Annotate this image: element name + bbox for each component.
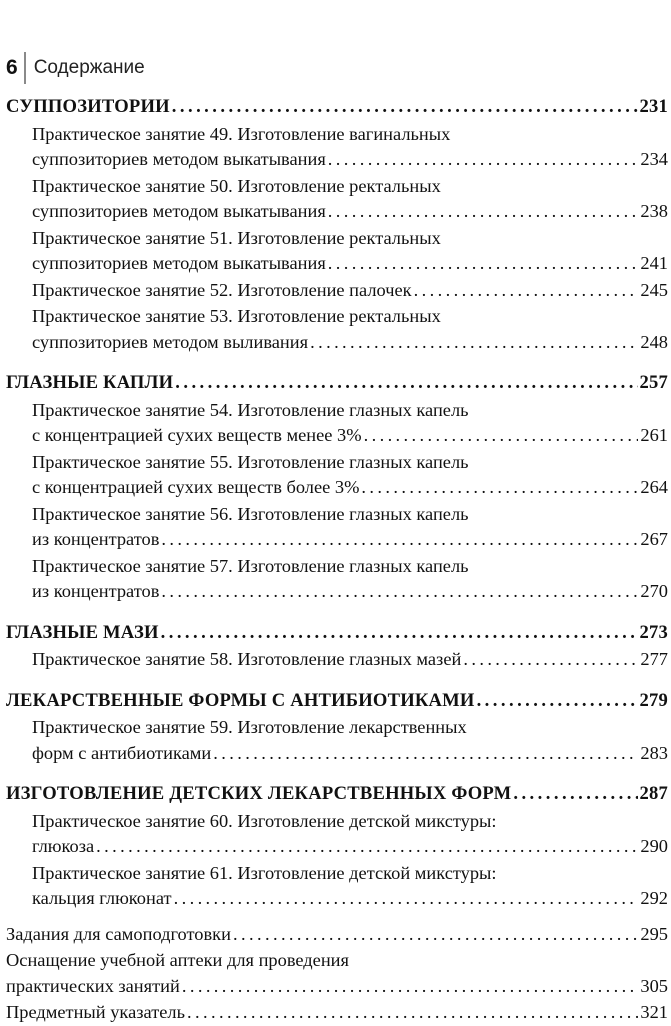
entry-title: Практическое занятие 53. Изготовление ректальных: [32, 306, 441, 326]
toc-entry[interactable]: [6, 398, 668, 449]
page-ref: 264: [640, 477, 668, 497]
dot-leader: [187, 1000, 638, 1026]
entry-title: Практическое занятие 54. Изготовление глазных капель: [32, 399, 469, 420]
toc-entry[interactable]: [6, 304, 668, 355]
entry-title: Задания для самоподготовки: [6, 923, 231, 944]
toc-entry[interactable]: [6, 226, 668, 277]
page-ref: 241: [640, 253, 668, 273]
entry-title: Предметный указатель: [6, 1002, 185, 1022]
entry-title-cont: глюкоза: [32, 836, 95, 856]
toc-entry[interactable]: [6, 1000, 668, 1026]
page-ref: 257: [639, 372, 668, 393]
entry-title: Практическое занятие 52. Изготовление палочек: [32, 279, 412, 300]
page-ref: 283: [640, 742, 668, 763]
dot-leader: [161, 620, 638, 646]
entry-title-cont: суппозиториев методом выкатывания: [32, 253, 326, 273]
page-ref: 287: [639, 783, 668, 804]
dot-leader: [182, 974, 639, 1000]
entry-title-cont: суппозиториев методом выливания: [32, 331, 309, 352]
toc-entry[interactable]: [6, 122, 668, 173]
chapter-title: ИЗГОТОВЛЕНИЕ ДЕТСКИХ ЛЕКАРСТВЕННЫХ ФОРМ: [6, 783, 512, 804]
entry-title-cont: с концентрацией сухих веществ менее 3%: [32, 425, 362, 445]
dot-leader: [328, 199, 639, 225]
entry-title-cont: суппозиториев методом выкатывания: [32, 201, 326, 221]
page-ref: 279: [639, 689, 668, 711]
entry-title: Практическое занятие 51. Изготовление ректальных: [32, 227, 441, 248]
page-ref: 290: [640, 836, 668, 856]
entry-title: Практическое занятие 58. Изготовление глазных мазей: [32, 649, 462, 669]
dot-leader: [477, 688, 638, 714]
dot-leader: [175, 370, 637, 396]
toc-entry[interactable]: [6, 502, 668, 553]
entry-title-cont: из концентратов: [32, 581, 160, 601]
dot-leader: [96, 834, 638, 860]
toc-entry[interactable]: [6, 715, 668, 766]
dot-leader: [172, 94, 638, 120]
header-divider: [24, 52, 26, 84]
toc-chapter[interactable]: [6, 370, 668, 396]
entry-title-cont: суппозиториев методом выкатывания: [32, 149, 326, 169]
toc-entry[interactable]: [6, 174, 668, 225]
entry-title: Оснащение учебной аптеки для проведения: [6, 950, 349, 970]
toc-chapter[interactable]: [6, 688, 668, 714]
dot-leader: [463, 647, 638, 673]
entry-title: Практическое занятие 57. Изготовление глазных капель: [32, 555, 469, 576]
dot-leader: [361, 475, 638, 501]
toc-entry[interactable]: [6, 922, 668, 948]
page-ref: 261: [640, 425, 668, 445]
entry-title: Практическое занятие 50. Изготовление ректальных: [32, 175, 441, 196]
running-title: Содержание: [33, 57, 145, 78]
dot-leader: [233, 922, 638, 948]
dot-leader: [414, 278, 639, 304]
page-ref: 245: [640, 279, 668, 300]
toc-entry[interactable]: [6, 278, 668, 304]
entry-title-cont: из концентратов: [32, 529, 160, 549]
table-of-contents: [6, 90, 668, 1026]
dot-leader: [161, 527, 638, 553]
page-ref: 292: [640, 888, 668, 908]
chapter-title: ЛЕКАРСТВЕННЫЕ ФОРМЫ С АНТИБИОТИКАМИ: [6, 689, 475, 711]
dot-leader: [213, 741, 638, 767]
entry-title: Практическое занятие 60. Изготовление детской микстуры:: [32, 810, 497, 831]
page-ref: 277: [640, 649, 668, 669]
entry-title-cont: с концентрацией сухих веществ более 3%: [32, 477, 360, 497]
entry-title-cont: форм с антибиотиками: [32, 742, 212, 763]
entry-title: Практическое занятие 59. Изготовление лекарственных: [32, 717, 467, 737]
dot-leader: [174, 886, 639, 912]
entry-title-cont: практических занятий: [6, 975, 180, 996]
toc-entry[interactable]: [6, 809, 668, 860]
toc-entry[interactable]: [6, 554, 668, 605]
entry-title: Практическое занятие 49. Изготовление вагинальных: [32, 123, 451, 144]
entry-title: Практическое занятие 56. Изготовление глазных капель: [32, 503, 469, 524]
page-ref: 238: [640, 201, 668, 221]
toc-entry[interactable]: [6, 861, 668, 912]
toc-entry[interactable]: [6, 647, 668, 673]
entry-title: Практическое занятие 55. Изготовление глазных капель: [32, 451, 469, 472]
page-number: 6: [6, 56, 18, 79]
chapter-title: ГЛАЗНЫЕ МАЗИ: [6, 621, 159, 643]
toc-entry[interactable]: [6, 948, 668, 999]
dot-leader: [161, 579, 638, 605]
page-header: [6, 50, 145, 86]
dot-leader: [364, 423, 639, 449]
toc-chapter[interactable]: [6, 620, 668, 646]
page-ref: 321: [640, 1002, 668, 1022]
chapter-title: СУППОЗИТОРИИ: [6, 96, 170, 117]
entry-title: Практическое занятие 61. Изготовление детской микстуры:: [32, 862, 497, 883]
toc-entry[interactable]: [6, 450, 668, 501]
chapter-title: ГЛАЗНЫЕ КАПЛИ: [6, 372, 174, 393]
page-ref: 305: [640, 975, 668, 996]
toc-chapter[interactable]: [6, 781, 668, 807]
toc-chapter[interactable]: [6, 94, 668, 120]
entry-title-cont: кальция глюконат: [32, 888, 172, 908]
page-ref: 248: [640, 331, 668, 352]
page-ref: 234: [640, 149, 668, 169]
dot-leader: [328, 147, 639, 173]
page-ref: 270: [640, 581, 668, 601]
page-ref: 273: [639, 621, 668, 643]
dot-leader: [513, 781, 637, 807]
page-ref: 295: [640, 923, 668, 944]
dot-leader: [310, 330, 638, 356]
page-ref: 267: [640, 529, 668, 549]
page-ref: 231: [639, 96, 668, 117]
dot-leader: [328, 251, 639, 277]
